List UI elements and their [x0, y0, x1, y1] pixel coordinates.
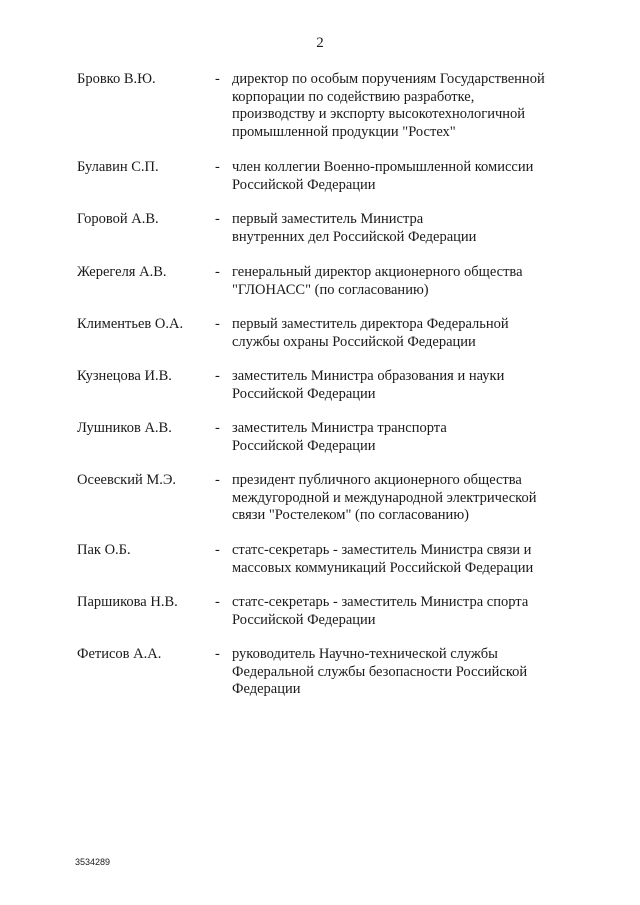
dash-separator: - — [215, 594, 220, 610]
person-name: Осеевский М.Э. — [77, 472, 177, 488]
position-line: генеральный директор акционерного общества — [232, 264, 523, 280]
position-line: Российской Федерации — [232, 611, 376, 628]
position-line: производству и экспорту высокотехнологичной — [232, 106, 526, 122]
person-name: Фетисов А.А. — [77, 646, 162, 662]
dash-separator: - — [215, 472, 220, 488]
position-description — [232, 159, 572, 194]
position-description — [232, 420, 572, 455]
position-description — [232, 646, 572, 699]
position-line: руководитель Научно-технической службы — [232, 646, 498, 662]
position-line: заместитель Министра образования и науки — [232, 368, 505, 384]
position-line: статс-секретарь - заместитель Министра связи и — [232, 542, 532, 558]
position-description — [232, 316, 572, 351]
dash-separator: - — [215, 368, 220, 384]
position-description — [232, 368, 572, 403]
position-line: Федеральной службы безопасности Российской — [232, 663, 528, 680]
position-description — [232, 71, 572, 141]
dash-separator: - — [215, 646, 220, 662]
position-description — [232, 594, 572, 629]
person-name: Лушников А.В. — [77, 420, 172, 436]
person-name: Паршикова Н.В. — [77, 594, 178, 610]
document-id: 3534289 — [75, 857, 111, 867]
dash-separator: - — [215, 211, 220, 227]
position-line: первый заместитель директора Федеральной — [232, 316, 509, 332]
position-description — [232, 542, 572, 577]
position-line: первый заместитель Министра — [232, 211, 424, 227]
dash-separator: - — [215, 264, 220, 280]
dash-separator: - — [215, 542, 220, 558]
position-description — [232, 264, 572, 299]
position-line: массовых коммуникаций Российской Федерации — [232, 559, 534, 576]
position-line: "ГЛОНАСС" (по согласованию) — [232, 281, 429, 298]
position-line: директор по особым поручениям Государственной — [232, 71, 545, 87]
dash-separator: - — [215, 420, 220, 436]
position-line: службы охраны Российской Федерации — [232, 333, 476, 350]
person-name: Пак О.Б. — [77, 542, 131, 558]
position-line: Федерации — [232, 681, 301, 697]
person-name: Бровко В.Ю. — [77, 71, 156, 87]
page-number: 2 — [316, 35, 324, 51]
position-line: президент публичного акционерного общества — [232, 472, 522, 488]
position-description — [232, 211, 572, 246]
position-line: междугородной и международной электрической — [232, 489, 537, 506]
position-line: член коллегии Военно-промышленной комиссии — [232, 159, 534, 175]
position-line: Российской Федерации — [232, 437, 376, 454]
position-line: корпорации по содействию разработке, — [232, 88, 475, 105]
position-line: Российской Федерации — [232, 385, 376, 402]
position-line: связи "Ростелеком" (по согласованию) — [232, 507, 469, 523]
person-name: Кузнецова И.В. — [77, 368, 172, 384]
dash-separator: - — [215, 316, 220, 332]
person-name: Климентьев О.А. — [77, 316, 184, 332]
position-description — [232, 472, 572, 525]
person-name: Жерегеля А.В. — [77, 264, 167, 280]
dash-separator: - — [215, 159, 220, 175]
dash-separator: - — [215, 71, 220, 87]
position-line: промышленной продукции "Ростех" — [232, 123, 456, 140]
position-line: Российской Федерации — [232, 176, 376, 193]
person-name: Булавин С.П. — [77, 159, 159, 175]
position-line: статс-секретарь - заместитель Министра спорта — [232, 594, 529, 610]
person-name: Горовой А.В. — [77, 211, 159, 227]
position-line: внутренних дел Российской Федерации — [232, 228, 477, 245]
position-line: заместитель Министра транспорта — [232, 420, 447, 436]
